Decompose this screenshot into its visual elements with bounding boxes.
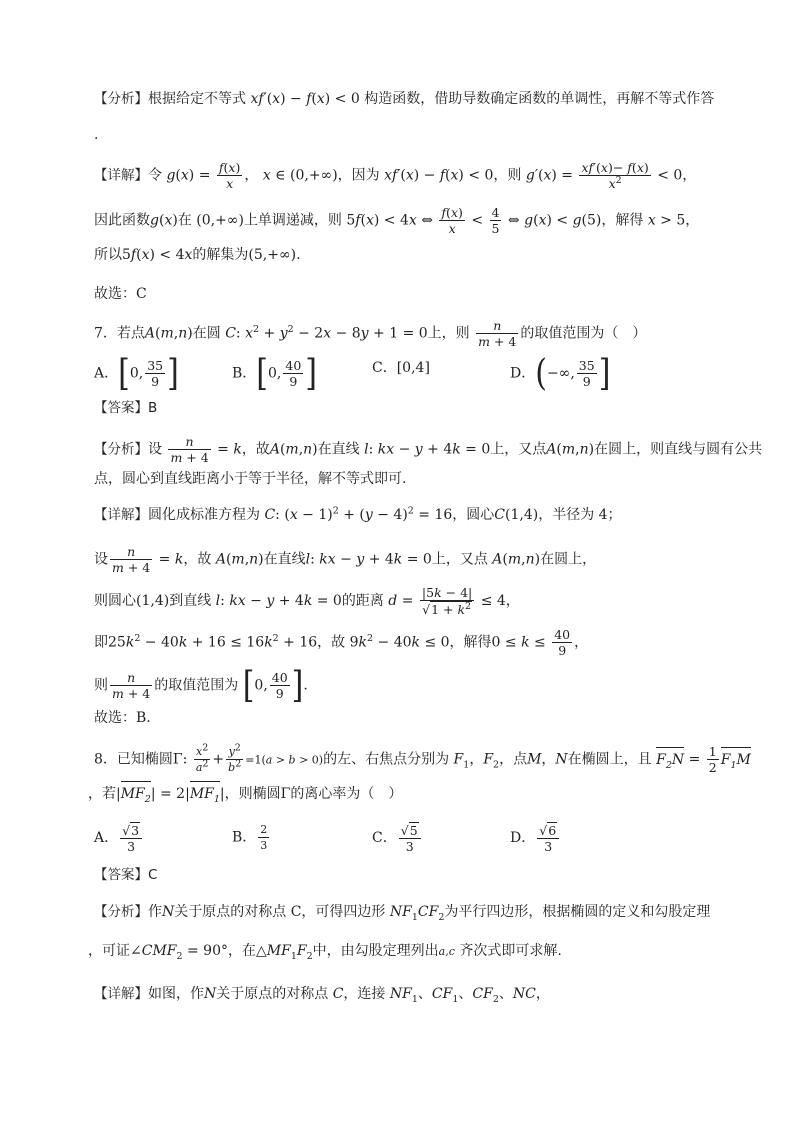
answer-8: 【答案】C — [94, 867, 158, 883]
analysis-q7-line2: 点，圆心到直线距离小于等于半径，解不等式即可. — [94, 471, 407, 487]
detail-q6-line1: 【详解】令 g(x) = $\frac{f(x)}{x}$ ， x ∈ (0,+∞)，因为 xf′(x) − f(x) < 0，则 g′(x) = $\frac{xf'(x)- f(x)}{x^2}$ < 0， — [94, 160, 697, 191]
detail-q6-line3: 所以5f(x) < 4x的解集为(5,+∞). — [94, 247, 301, 263]
question-7: 7．若点A(m,n)在圆 C: $x^2 + y^2 - 2x - 8y + 1 = 0$上，则 $\frac{n}{m + 4}$ 的取值范围为（ ） — [94, 318, 647, 349]
analysis-tag: 【分析】 — [94, 91, 148, 107]
analysis-q8-line2: ，可证$\angle CMF_2 = 90^\circ$，在$\triangle MF_1F_2$中，由勾股定理列出a,c 齐次式即可求解. — [88, 943, 562, 962]
analysis-q6: 【分析】根据给定不等式 xf′(x) − f(x) < 0 构造函数，借助导数确定函数的单调性，再解不等式作答 — [94, 91, 715, 107]
option-8a[interactable]: A． $\frac{√3}{3}$ — [94, 822, 144, 854]
detail-q7-line4: 即$25k^2 - 40k + 16 \le 16k^2 + 16$，故 $9k^2 - 40k \le 0$，解得0 ≤ k ≤ $\frac{40}{9}$ ， — [94, 627, 589, 658]
detail-q6-line2: 因此函数g(x)在 (0,+∞)上单调递减，则 5f(x) < 4x ⇔ $\frac{f(x)}{x}$ < $\frac{4}{5}$ ⇔ g(x) < g(5)，解得 x > 5， — [94, 205, 700, 236]
question-8-line2: ，若$|MF_2| = 2|MF_1|$，则椭圆Γ的离心率为（ ） — [88, 786, 403, 805]
option-7a[interactable]: A．[0, $\frac{35}{9}$ ] — [94, 351, 179, 394]
analysis-q8-line1: 【分析】作N关于原点的对称点 C，可得四边形 $NF_1CF_2$为平行四边形，根据椭圆的定义和勾股定理 — [94, 904, 711, 923]
option-8d[interactable]: D． $\frac{√6}{3}$ — [510, 822, 561, 854]
question-8-line1: 8．已知椭圆Γ: $\frac{x^2}{a^2}$ + $\frac{y^2}{b^2}$ =1(a > b > 0)的左、右焦点分别为 $F_1$，$F_2$，点M，N在椭圆上，且 $F_2N$ = $\frac{1}{2}$ $F_1M$ — [94, 742, 751, 775]
choose-q6: 故选：C — [94, 286, 147, 302]
detail-q8-line1: 【详解】如图，作N关于原点的对称点 C，连接 $NF_1$、$CF_1$、$CF_2$、NC， — [94, 986, 550, 1005]
detail-q7-line1: 【详解】圆化成标准方程为 C: $(x - 1)^2 + (y - 4)^2 = 16$，圆心C(1,4)，半径为 4； — [94, 505, 622, 523]
option-7c[interactable]: C．[0,4] — [372, 360, 430, 376]
option-7d[interactable]: D．(−∞, $\frac{35}{9}$ ] — [510, 351, 611, 394]
option-8c[interactable]: C． $\frac{√5}{3}$ — [372, 822, 423, 854]
analysis-q7-line1: 【分析】设 $\frac{n}{m + 4}$ = k，故A(m,n)在直线 l: kx − y + 4k = 0上，又点A(m,n)在圆上，则直线与圆有公共 — [94, 434, 763, 465]
detail-q7-line2: 设 $\frac{n}{m + 4}$ = k，故 A(m,n)在直线l: kx − y + 4k = 0上，又点 A(m,n)在圆上， — [94, 544, 597, 575]
answer-7: 【答案】B — [94, 400, 158, 416]
detail-q7-line3: 则圆心(1,4)到直线 l: kx − y + 4k = 0的距离 d = $\frac{|5k - 4|}{√1 + k^2}$ ≤ 4， — [94, 585, 520, 617]
detail-q7-line5: 则 $\frac{n}{m + 4}$ 的取值范围为 [0, $\frac{40}{9}$ ]. — [94, 663, 308, 706]
option-8b[interactable]: B． $\frac{2}{3}$ — [232, 823, 268, 852]
option-7b[interactable]: B．[0, $\frac{40}{9}$ ] — [232, 351, 317, 394]
choose-q7: 故选：B. — [94, 710, 151, 726]
